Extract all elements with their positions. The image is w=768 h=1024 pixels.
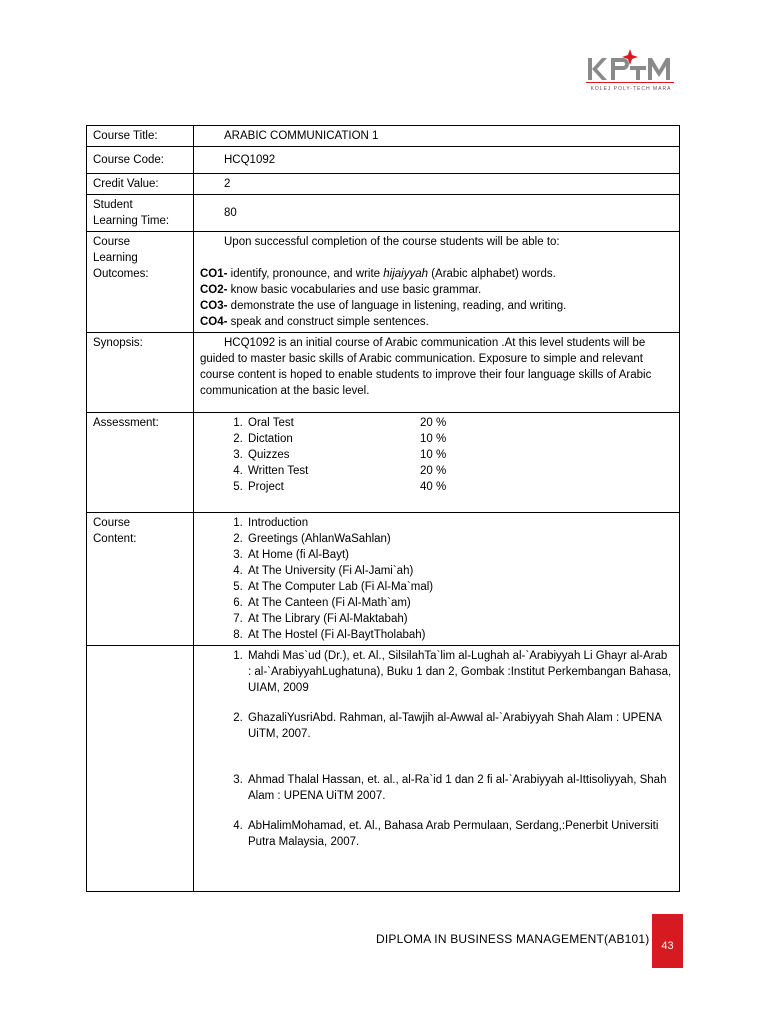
assessment-item: 4. Written Test 20 % bbox=[246, 463, 673, 479]
content-item: 8. At The Hostel (Fi Al-BaytTholabah) bbox=[246, 627, 673, 643]
row-course-code bbox=[87, 147, 680, 174]
content-label: Course Content: bbox=[87, 513, 194, 646]
synopsis-label: Synopsis: bbox=[87, 333, 194, 413]
row-credit-value bbox=[87, 174, 680, 195]
credit-value-label: Credit Value: bbox=[87, 174, 194, 195]
assessment-item: 1. Oral Test 20 % bbox=[246, 415, 673, 431]
content-item: 1. Introduction bbox=[246, 515, 673, 531]
row-assessment bbox=[87, 413, 680, 513]
row-references bbox=[87, 646, 680, 892]
credit-value-value: 2 bbox=[194, 174, 680, 195]
course-title-value: ARABIC COMMUNICATION 1 bbox=[194, 126, 680, 147]
clo-item-1: CO1- identify, pronounce, and write hijaiyyah (Arabic alphabet) words. bbox=[200, 268, 556, 280]
reference-item: 3. Ahmad Thalal Hassan, et. al., al-Ra`id 1 dan 2 fi al-`Arabiyyah al-Ittisoliyyah, Shah Alam : UPENA UiTM 2007. bbox=[246, 772, 673, 804]
clo-value bbox=[194, 232, 680, 333]
logo-subtitle: KOLEJ POLY-TECH MARA bbox=[590, 86, 672, 92]
row-student-learning-time bbox=[87, 195, 680, 232]
assessment-label: Assessment: bbox=[87, 413, 194, 513]
slt-value: 80 bbox=[194, 195, 680, 232]
content-item: 2. Greetings (AhlanWaSahlan) bbox=[246, 531, 673, 547]
assessment-item: 5. Project 40 % bbox=[246, 479, 673, 495]
course-code-value: HCQ1092 bbox=[194, 147, 680, 174]
assessment-item: 2. Dictation 10 % bbox=[246, 431, 673, 447]
clo-label: Course Learning Outcomes: bbox=[87, 232, 194, 333]
course-info-table bbox=[86, 125, 680, 892]
synopsis-text: HCQ1092 is an initial course of Arabic communication .At this level students will be guided to master basic skills of Arabic communication. Exposure to simple and relevant course content is hoped to enable students to improve their four language skills of Arabic communication at the basic level. bbox=[200, 337, 652, 397]
reference-item: 4. AbHalimMohamad, et. Al., Bahasa Arab Permulaan, Serdang,:Penerbit Universiti Putra Malaysia, 2007. bbox=[246, 818, 673, 850]
course-title-label: Course Title: bbox=[87, 126, 194, 147]
row-synopsis bbox=[87, 333, 680, 413]
row-course-title bbox=[87, 126, 680, 147]
page-number-box bbox=[652, 914, 683, 968]
clo-item-4: CO4- speak and construct simple sentences. bbox=[200, 316, 429, 328]
synopsis-value bbox=[194, 333, 680, 413]
content-item: 3. At Home (fi Al-Bayt) bbox=[246, 547, 673, 563]
page-number: 43 bbox=[661, 940, 674, 952]
content-item: 4. At The University (Fi Al-Jami`ah) bbox=[246, 563, 673, 579]
content-list bbox=[200, 515, 673, 643]
references-list bbox=[200, 648, 673, 850]
course-code-label: Course Code: bbox=[87, 147, 194, 174]
row-course-content bbox=[87, 513, 680, 646]
content-item: 6. At The Canteen (Fi Al-Math`am) bbox=[246, 595, 673, 611]
assessment-value bbox=[194, 413, 680, 513]
assessment-item: 3. Quizzes 10 % bbox=[246, 447, 673, 463]
references-value bbox=[194, 646, 680, 892]
kptm-logo-mark bbox=[586, 48, 676, 84]
references-label bbox=[87, 646, 194, 892]
clo-intro: Upon successful completion of the course students will be able to: bbox=[224, 236, 560, 248]
content-value bbox=[194, 513, 680, 646]
slt-label: Student Learning Time: bbox=[87, 195, 194, 232]
reference-item: 2. GhazaliYusriAbd. Rahman, al-Tawjih al-Awwal al-`Arabiyyah Shah Alam : UPENA UiTM, 2007. bbox=[246, 710, 673, 742]
content-item: 7. At The Library (Fi Al-Maktabah) bbox=[246, 611, 673, 627]
footer-program: DIPLOMA IN BUSINESS MANAGEMENT(AB101) bbox=[376, 932, 650, 946]
row-learning-outcomes bbox=[87, 232, 680, 333]
reference-item: 1. Mahdi Mas`ud (Dr.), et. Al., SilsilahTa`lim al-Lughah al-`Arabiyyah Li Ghayr al-Arab : al-`ArabiyyahLughatuna), Buku 1 dan 2, Gombak :Institut Perkembangan Bahasa, UIAM, 2009 bbox=[246, 648, 673, 696]
kptm-logo bbox=[586, 48, 676, 94]
clo-item-2: CO2- know basic vocabularies and use basic grammar. bbox=[200, 284, 482, 296]
assessment-list bbox=[200, 415, 673, 495]
clo-item-3: CO3- demonstrate the use of language in listening, reading, and writing. bbox=[200, 300, 567, 312]
content-item: 5. At The Computer Lab (Fi Al-Ma`mal) bbox=[246, 579, 673, 595]
